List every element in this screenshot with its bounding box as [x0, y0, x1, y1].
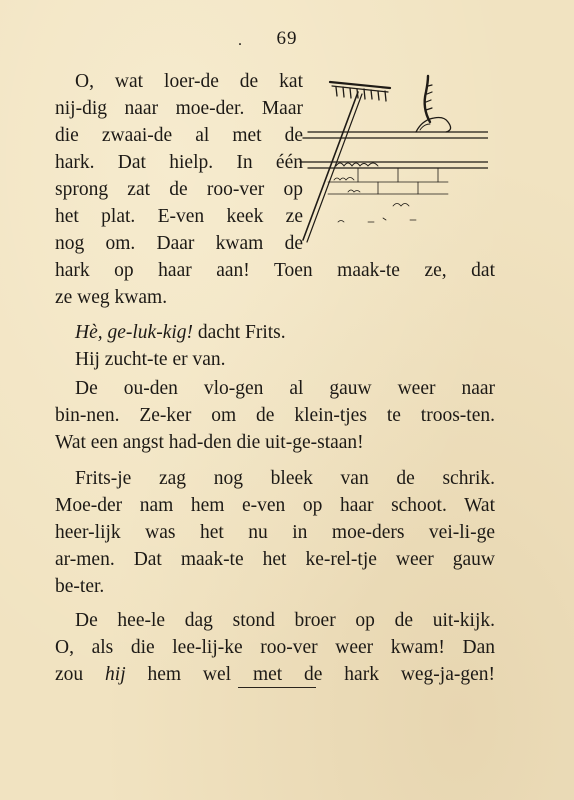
paragraph-6-line-2: O, als die lee-lij-ke roo-ver weer kwam! Dan — [55, 637, 495, 658]
paragraph-6-line-3 — [55, 663, 495, 687]
paragraph-1-line-7: nog om. Daar kwam de — [55, 233, 303, 254]
paragraph-1-line-1: O, wat loer-de de kat — [75, 71, 303, 92]
exclamation-italic: Hè, ge-luk-kig! — [75, 322, 194, 343]
paragraph-4-line-3: Wat een angst had-den die uit-ge-staan! — [55, 432, 364, 453]
paragraph-5-line-5: be-ter. — [55, 576, 105, 597]
exclamation-rest: dacht Frits. — [193, 322, 286, 343]
paragraph-4-line-2: bin-nen. Ze-ker om de klein-tjes te troos-ten. — [55, 405, 495, 426]
paragraph-4-line-1: De ou-den vlo-gen al gauw weer naar — [75, 378, 495, 399]
paragraph-1-line-6: het plat. E-ven keek ze — [55, 206, 303, 227]
paragraph-1-line-3: die zwaai-de al met de — [55, 125, 303, 146]
paragraph-5-line-2: Moe-der nam hem e-ven op haar schoot. Wat — [55, 495, 495, 516]
paragraph-5-line-3: heer-lijk was het nu in moe-ders vei-li-ge — [55, 522, 495, 543]
paragraph-1-line-2: nij-dig naar moe-der. Maar — [55, 98, 303, 119]
page-number-text: 69 — [276, 28, 298, 49]
paragraph-2-line-1 — [75, 321, 286, 345]
underline-mark — [238, 687, 316, 688]
paragraph-1-line-4: hark. Dat hielp. In één — [55, 152, 303, 173]
paragraph-5-line-1: Frits-je zag nog bleek van de schrik. — [75, 468, 495, 489]
paragraph-1-line-9: ze weg kwam. — [55, 287, 168, 308]
paragraph-5-line-4: ar-men. Dat maak-te het ke-rel-tje weer gauw — [55, 549, 495, 570]
rake-and-cat-illustration — [298, 70, 488, 255]
last-line-italic-word: hij — [105, 664, 126, 685]
paragraph-1-line-8: hark op haar aan! Toen maak-te ze, dat — [55, 260, 495, 281]
paragraph-6-line-1: De hee-le dag stond broer op de uit-kijk. — [75, 610, 495, 631]
paragraph-1-line-5: sprong zat de roo-ver op — [55, 179, 303, 200]
page-number — [0, 28, 574, 50]
last-line-start: zou — [55, 664, 106, 685]
last-line-end: hem wel met de hark weg-ja-gen! — [125, 664, 496, 685]
paragraph-3-line-1: Hij zucht-te er van. — [75, 349, 226, 370]
page-number-dot: . — [238, 32, 243, 49]
